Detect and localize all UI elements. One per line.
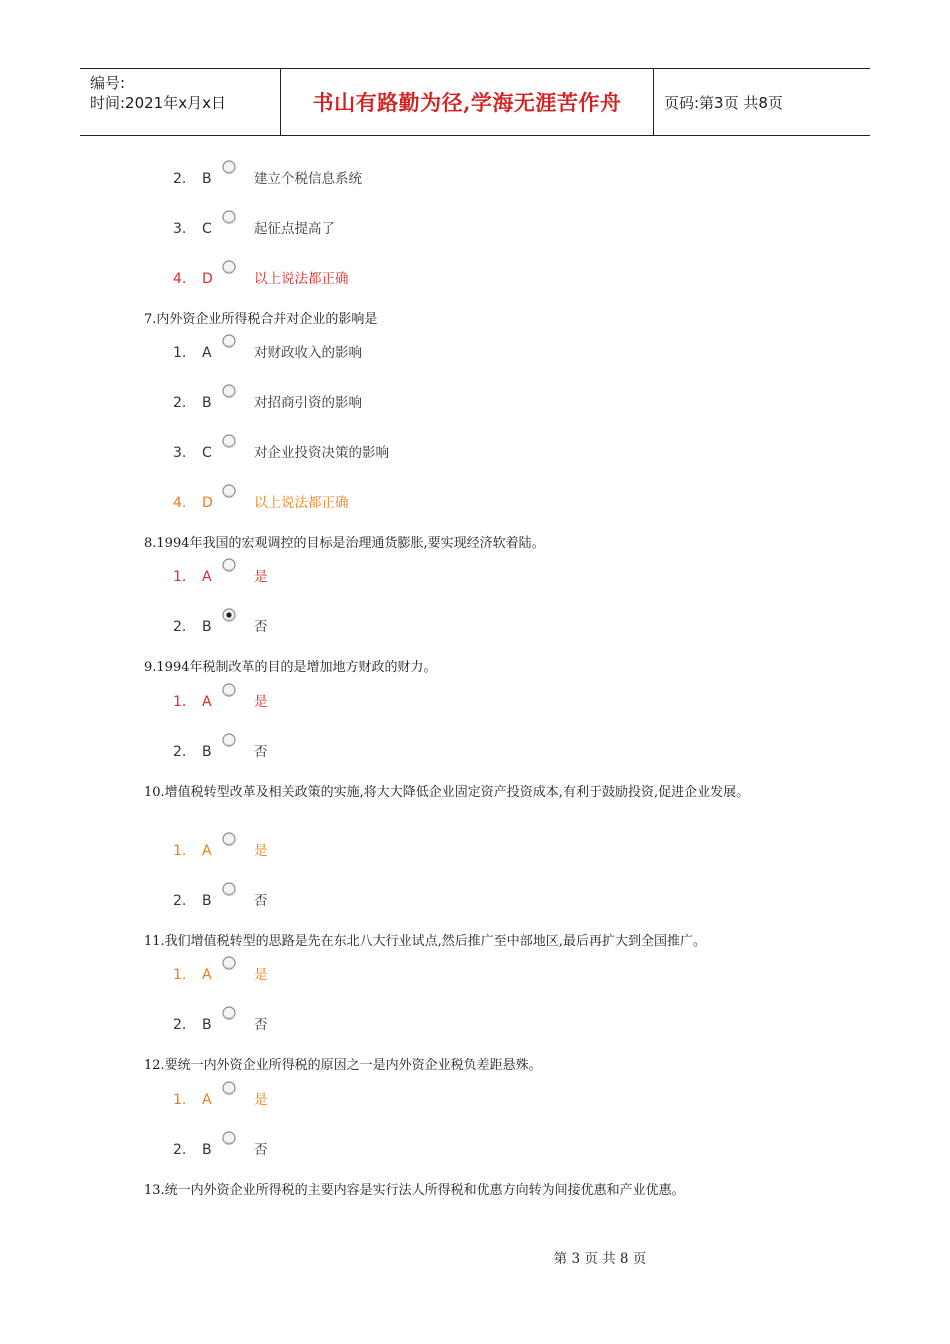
- option-text: 否: [254, 619, 268, 635]
- radio-unselected-icon[interactable]: [222, 160, 236, 174]
- radio-unselected-icon[interactable]: [222, 434, 236, 448]
- radio-selected-icon[interactable]: [222, 608, 236, 622]
- option-letter: B: [202, 1017, 212, 1033]
- radio-unselected-icon[interactable]: [222, 210, 236, 224]
- option-text: 建立个税信息系统: [254, 171, 362, 187]
- option-text: 否: [254, 1017, 268, 1033]
- option-number: 1.: [173, 569, 187, 585]
- option-text: 否: [254, 893, 268, 909]
- option-letter: D: [202, 495, 213, 511]
- page-header: [80, 68, 870, 136]
- option-letter: B: [202, 744, 212, 760]
- radio-unselected-icon[interactable]: [222, 1131, 236, 1145]
- question-title: 10.增值税转型改革及相关政策的实施,将大大降低企业固定资产投资成本,有利于鼓励投资,促进企业发展。: [144, 785, 750, 800]
- option-number: 1.: [173, 694, 187, 710]
- option-text: 以上说法都正确: [254, 495, 349, 511]
- footer-page-number: 第 3 页 共 8 页: [553, 1251, 647, 1267]
- radio-unselected-icon[interactable]: [222, 384, 236, 398]
- header-page-cell: [654, 69, 870, 135]
- question-title: 8.1994年我国的宏观调控的目标是治理通货膨胀,要实现经济软着陆。: [144, 536, 545, 551]
- option-letter: A: [202, 694, 212, 710]
- option-number: 4.: [173, 495, 187, 511]
- time-label: 时间:2021年x月x日: [90, 94, 226, 112]
- option-text: 对企业投资决策的影响: [254, 445, 389, 461]
- radio-unselected-icon[interactable]: [222, 1081, 236, 1095]
- option-text: 是: [254, 1092, 268, 1108]
- radio-unselected-icon[interactable]: [222, 733, 236, 747]
- option-letter: A: [202, 345, 212, 361]
- option-letter: D: [202, 271, 213, 287]
- option-number: 2.: [173, 1017, 187, 1033]
- option-number: 1.: [173, 843, 187, 859]
- option-letter: C: [202, 221, 212, 237]
- option-number: 2.: [173, 171, 187, 187]
- option-letter: A: [202, 967, 212, 983]
- option-letter: B: [202, 171, 212, 187]
- option-text: 否: [254, 744, 268, 760]
- option-letter: A: [202, 1092, 212, 1108]
- option-text: 是: [254, 694, 268, 710]
- question-title: 7.内外资企业所得税合并对企业的影响是: [144, 312, 378, 327]
- option-text: 是: [254, 569, 268, 585]
- option-number: 2.: [173, 395, 187, 411]
- radio-unselected-icon[interactable]: [222, 832, 236, 846]
- option-text: 是: [254, 967, 268, 983]
- radio-unselected-icon[interactable]: [222, 956, 236, 970]
- question-title: 9.1994年税制改革的目的是增加地方财政的财力。: [144, 660, 437, 675]
- option-letter: A: [202, 843, 212, 859]
- option-number: 3.: [173, 221, 187, 237]
- option-text: 否: [254, 1142, 268, 1158]
- option-text: 对财政收入的影响: [254, 345, 362, 361]
- radio-unselected-icon[interactable]: [222, 484, 236, 498]
- option-letter: B: [202, 1142, 212, 1158]
- radio-unselected-icon[interactable]: [222, 683, 236, 697]
- motto-text: 书山有路勤为径,学海无涯苦作舟: [312, 90, 622, 115]
- option-letter: B: [202, 395, 212, 411]
- page-footer: [0, 1247, 950, 1267]
- radio-unselected-icon[interactable]: [222, 882, 236, 896]
- option-text: 是: [254, 843, 268, 859]
- option-letter: B: [202, 893, 212, 909]
- header-motto-cell: [281, 69, 654, 135]
- radio-unselected-icon[interactable]: [222, 558, 236, 572]
- option-letter: C: [202, 445, 212, 461]
- option-number: 4.: [173, 271, 187, 287]
- option-text: 以上说法都正确: [254, 271, 349, 287]
- question-title: 12.要统一内外资企业所得税的原因之一是内外资企业税负差距悬殊。: [144, 1058, 542, 1073]
- option-number: 1.: [173, 345, 187, 361]
- option-letter: B: [202, 619, 212, 635]
- radio-unselected-icon[interactable]: [222, 334, 236, 348]
- header-info-cell: [80, 69, 281, 135]
- option-text: 对招商引资的影响: [254, 395, 362, 411]
- option-number: 2.: [173, 1142, 187, 1158]
- option-number: 3.: [173, 445, 187, 461]
- option-number: 2.: [173, 893, 187, 909]
- option-text: 起征点提高了: [254, 221, 335, 237]
- number-label: 编号:: [90, 74, 126, 92]
- option-number: 2.: [173, 619, 187, 635]
- option-letter: A: [202, 569, 212, 585]
- question-title: 13.统一内外资企业所得税的主要内容是实行法人所得税和优惠方向转为间接优惠和产业优惠。: [144, 1183, 685, 1198]
- radio-unselected-icon[interactable]: [222, 260, 236, 274]
- radio-unselected-icon[interactable]: [222, 1006, 236, 1020]
- page-info: 页码:第3页 共8页: [664, 93, 783, 112]
- option-number: 1.: [173, 1092, 187, 1108]
- question-title: 11.我们增值税转型的思路是先在东北八大行业试点,然后推广至中部地区,最后再扩大到全国推广。: [144, 934, 706, 949]
- option-number: 1.: [173, 967, 187, 983]
- option-number: 2.: [173, 744, 187, 760]
